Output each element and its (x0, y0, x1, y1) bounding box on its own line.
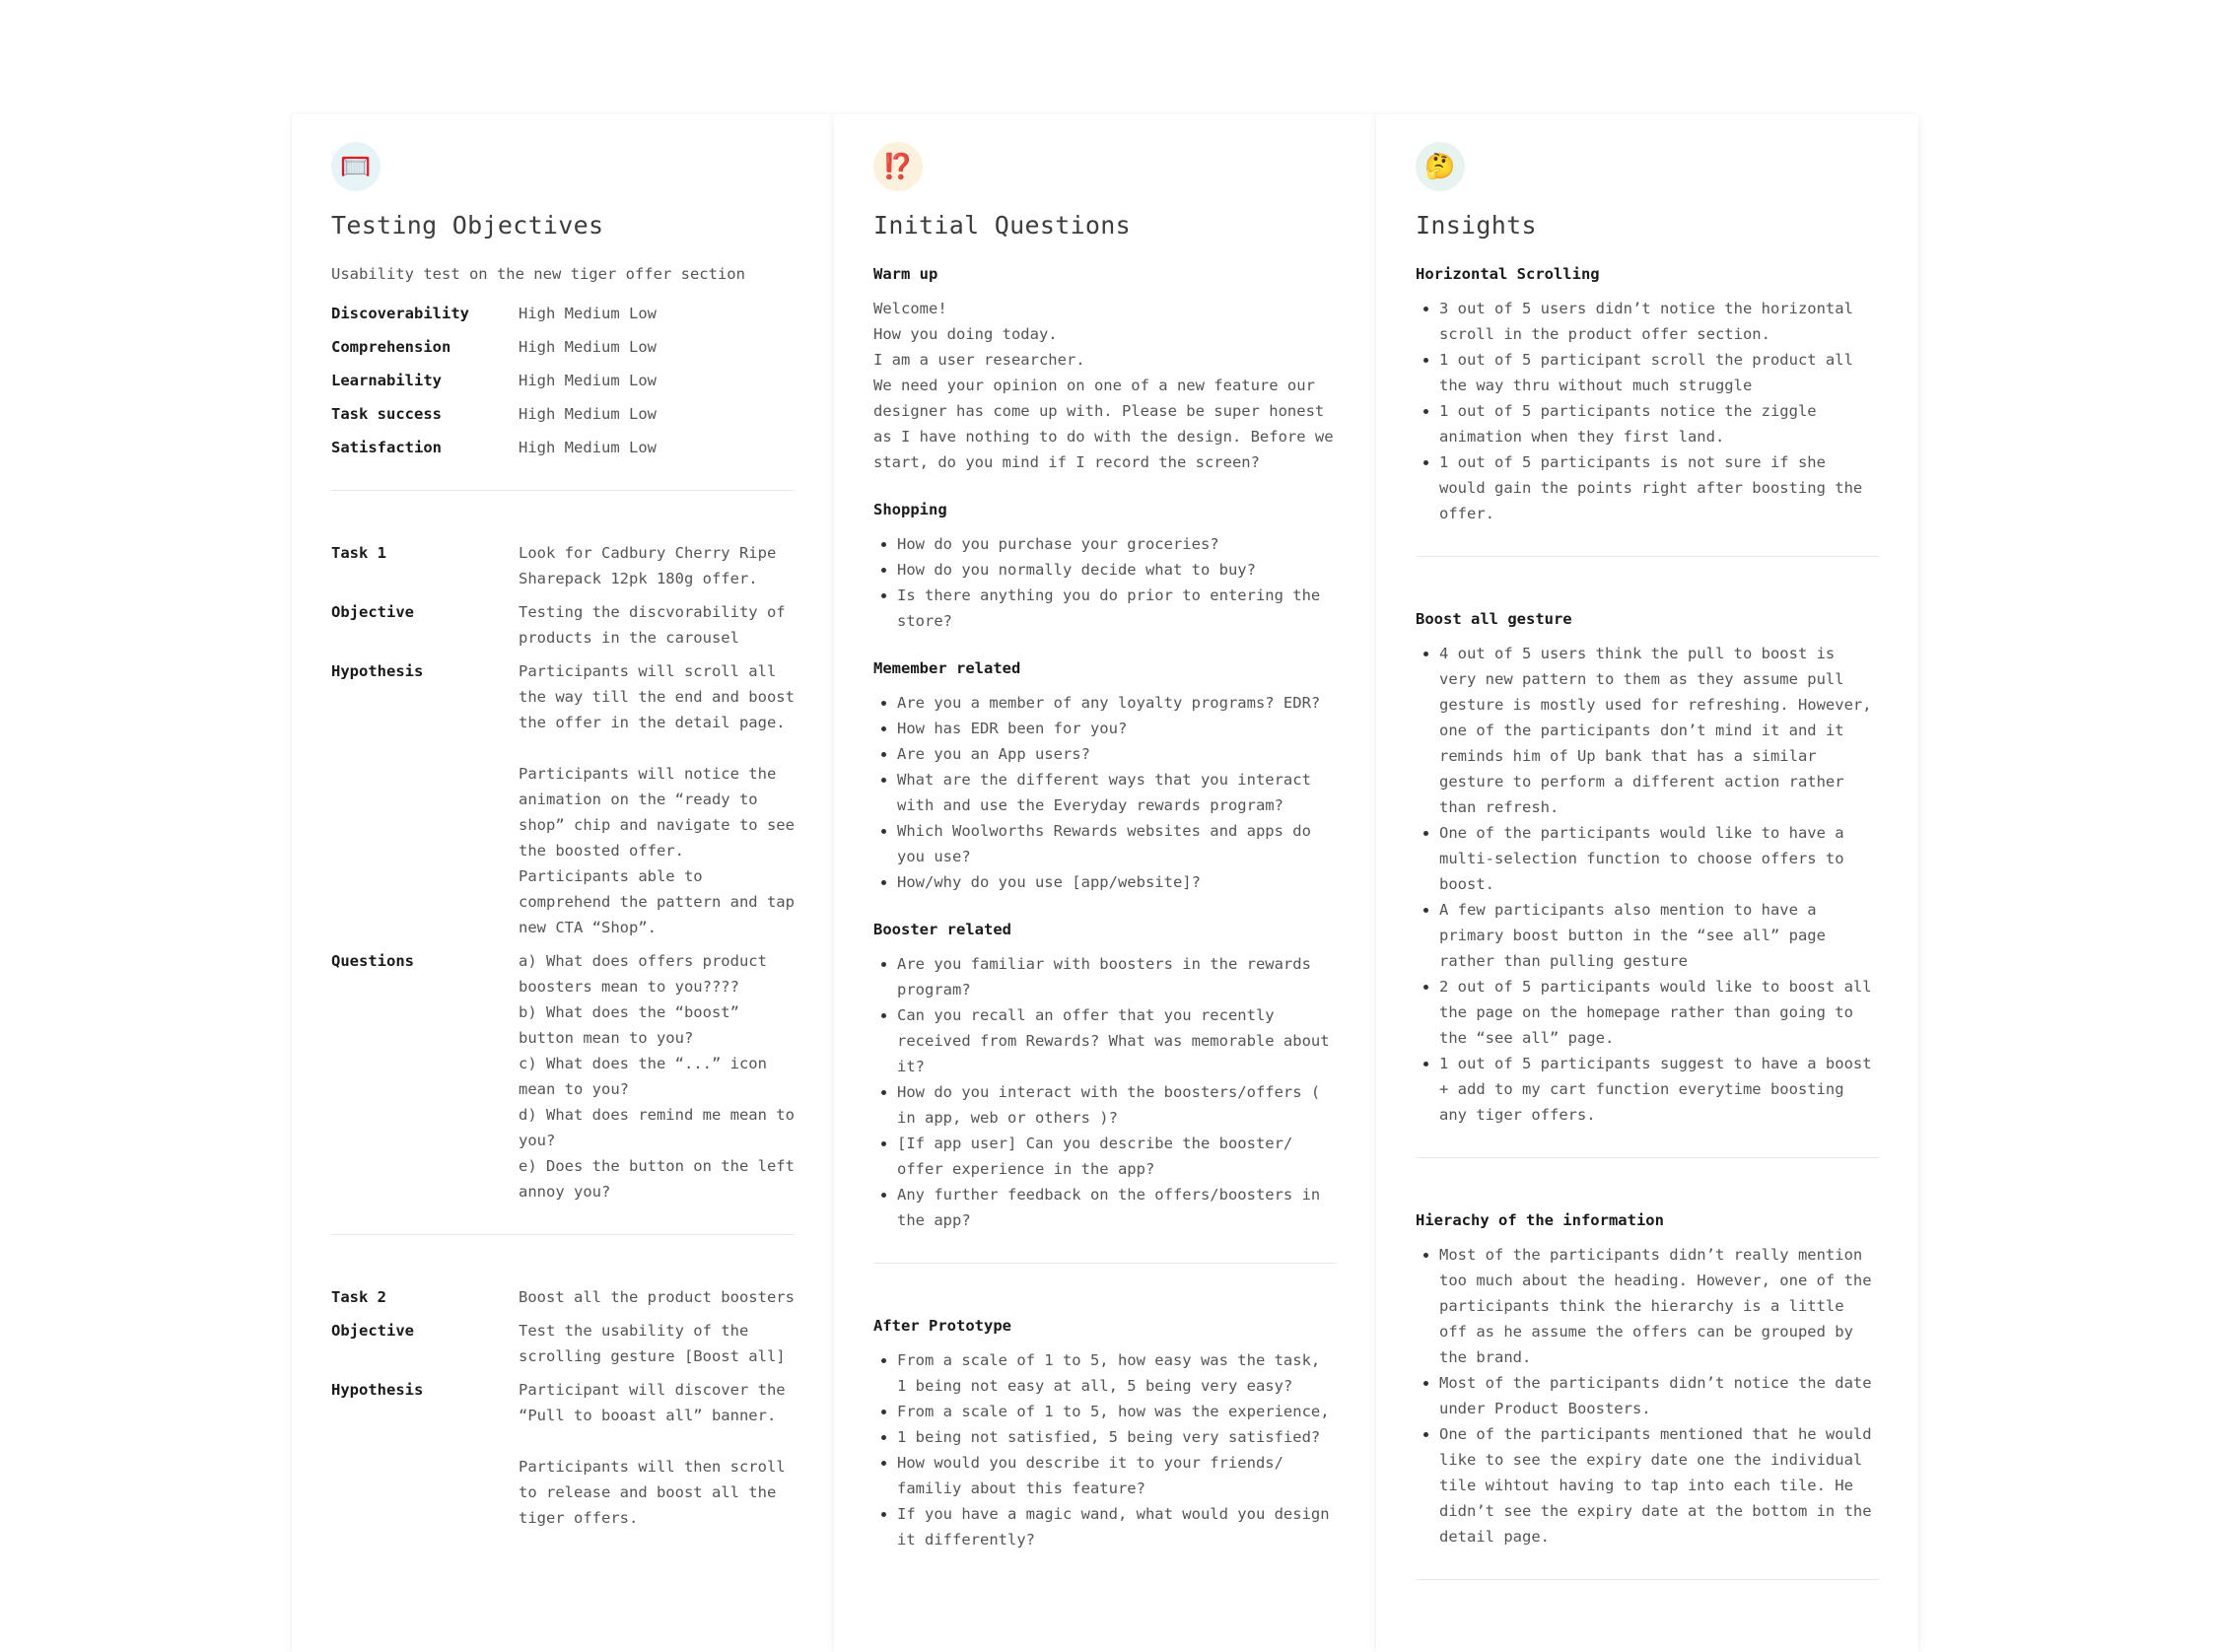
question-list (873, 531, 1337, 634)
task-questions: a) What does offers product boosters mean to you???? b) What does the “boost” button mean to you? c) What does the “...” icon mean to you? d) What does remind me mean to you? e) Does the button on the left annoy you? (519, 952, 795, 1201)
card-subtitle: Usability test on the new tiger offer section (331, 265, 745, 283)
list-item: • Most of the participants didn’t really mention too much about the heading. However, one of the participants think the hierarchy is a little off as he assume the offers can be grouped by the brand. (1439, 1242, 1879, 1370)
divider (873, 1263, 1337, 1264)
card-title: Insights (1416, 211, 1537, 240)
field-label: Hypothesis (331, 662, 424, 680)
divider (331, 1234, 795, 1235)
question-list (873, 951, 1337, 1233)
card-title: Testing Objectives (331, 211, 604, 240)
list-item: • 3 out of 5 users didn’t notice the horizontal scroll in the product offer section. (1439, 296, 1879, 347)
field-label: Hypothesis (331, 1381, 424, 1399)
section-heading: After Prototype (873, 1317, 1011, 1335)
exclamation-question-icon: ⁉️ (873, 142, 923, 191)
task-objective: Testing the discvorability of products in the carousel (519, 603, 786, 647)
list-item: • 1 out of 5 participants is not sure if she would gain the points right after boosting the offer. (1439, 449, 1879, 526)
field-label: Task 1 (331, 544, 386, 562)
rating-scale: High Medium Low (519, 305, 657, 322)
list-item: • 2 out of 5 participants would like to boost all the page on the homepage rather than going to the “see all” page. (1439, 974, 1879, 1051)
list-item: • How do you interact with the boosters/offers ( in app, web or others )? (897, 1079, 1337, 1131)
list-item: • How has EDR been for you? (897, 716, 1337, 741)
divider (1416, 1579, 1879, 1580)
list-item: • 1 out of 5 participants notice the ziggle animation when they first land. (1439, 398, 1879, 449)
list-item: • From a scale of 1 to 5, how was the experience, (897, 1399, 1337, 1424)
list-item: • Any further feedback on the offers/boosters in the app? (897, 1182, 1337, 1233)
field-label: Objective (331, 1322, 414, 1340)
task-description: Look for Cadbury Cherry Ripe Sharepack 12pk 180g offer. (519, 544, 777, 587)
task-hypothesis: Participants will scroll all the way till the end and boost the offer in the detail page. Participants will notice the animation on the “ready to shop” chip and navigate to see the boosted offer. Participants able to comprehend the pattern and tap new CTA “Shop”. (519, 662, 795, 936)
list-item: • 1 out of 5 participants suggest to have a boost + add to my cart function everytime boosting any tiger offers. (1439, 1051, 1879, 1128)
task-2 (331, 1284, 795, 1531)
field-label: Questions (331, 952, 414, 970)
goal-net-icon: 🥅 (331, 142, 381, 191)
insight-list (1416, 1242, 1879, 1549)
rating-label: Discoverability (331, 305, 469, 322)
rating-scale: High Medium Low (519, 439, 657, 456)
list-item: • 1 being not satisfied, 5 being very satisfied? (897, 1424, 1337, 1450)
insight-list (1416, 296, 1879, 526)
list-item: • One of the participants mentioned that he would like to see the expiry date one the individual tile wihtout having to tap into each tile. He didn’t see the expiry date at the bottom in the detail page. (1439, 1421, 1879, 1549)
list-item: • From a scale of 1 to 5, how easy was the task, 1 being not easy at all, 5 being very easy? (897, 1347, 1337, 1399)
field-label: Task 2 (331, 1288, 386, 1306)
divider (1416, 556, 1879, 557)
rating-scale: High Medium Low (519, 372, 657, 389)
task-1 (331, 540, 795, 1205)
insights-card (1376, 114, 1918, 1652)
list-item: • 1 out of 5 participant scroll the product all the way thru without much struggle (1439, 347, 1879, 398)
list-item: • Are you a member of any loyalty programs? EDR? (897, 690, 1337, 716)
list-item: • Which Woolworths Rewards websites and apps do you use? (897, 818, 1337, 869)
list-item: • Can you recall an offer that you recently received from Rewards? What was memorable about it? (897, 1002, 1337, 1079)
list-item: • How would you describe it to your friends/ familiy about this feature? (897, 1450, 1337, 1501)
thinking-face-icon: 🤔 (1416, 142, 1465, 191)
list-item: • Are you familiar with boosters in the rewards program? (897, 951, 1337, 1002)
rating-label: Satisfaction (331, 439, 442, 456)
list-item: • Are you an App users? (897, 741, 1337, 767)
section-heading: Shopping (873, 501, 947, 518)
list-item: • How do you purchase your groceries? (897, 531, 1337, 557)
section-heading: Booster related (873, 921, 1011, 938)
question-list (873, 1347, 1337, 1552)
list-item: • Is there anything you do prior to entering the store? (897, 583, 1337, 634)
section-heading: Boost all gesture (1416, 610, 1572, 628)
divider (1416, 1157, 1879, 1158)
section-heading: Memember related (873, 659, 1021, 677)
rating-scale: High Medium Low (519, 405, 657, 423)
list-item: • What are the different ways that you interact with and use the Everyday rewards program? (897, 767, 1337, 818)
field-label: Objective (331, 603, 414, 621)
task-hypothesis: Participant will discover the “Pull to booast all” banner. Participants will then scroll to release and boost all the tiger offers. (519, 1381, 786, 1527)
rating-scale: High Medium Low (519, 338, 657, 356)
list-item: • A few participants also mention to have a primary boost button in the “see all” page rather than pulling gesture (1439, 897, 1879, 974)
card-title: Initial Questions (873, 211, 1131, 240)
rating-label: Task success (331, 405, 442, 423)
section-heading: Warm up (873, 265, 938, 283)
task-description: Boost all the product boosters (519, 1288, 795, 1306)
list-item: • How do you normally decide what to buy? (897, 557, 1337, 583)
task-objective: Test the usability of the scrolling gesture [Boost all] (519, 1322, 786, 1365)
rating-label: Learnability (331, 372, 442, 389)
insight-list (1416, 641, 1879, 1128)
initial-questions-card (834, 114, 1376, 1652)
list-item: • [If app user] Can you describe the booster/ offer experience in the app? (897, 1131, 1337, 1182)
rating-label: Comprehension (331, 338, 451, 356)
testing-objectives-card (292, 114, 834, 1652)
section-heading: Horizontal Scrolling (1416, 265, 1600, 283)
warmup-script: Welcome! How you doing today. I am a user researcher. We need your opinion on one of a new feature our designer has come up with. Please be super honest as I have nothing to do with the design. Before we start, do you mind if I record the screen? (873, 300, 1334, 471)
section-heading: Hierachy of the information (1416, 1211, 1664, 1229)
list-item: • 4 out of 5 users think the pull to boost is very new pattern to them as they assume pull gesture is mostly used for refreshing. However, one of the participants don’t mind it and it reminds him of Up bank that has a similar gesture to perform a different action rather than refresh. (1439, 641, 1879, 820)
divider (331, 490, 795, 491)
list-item: • How/why do you use [app/website]? (897, 869, 1337, 895)
rating-list (331, 301, 795, 460)
list-item: • One of the participants would like to have a multi-selection function to choose offers to boost. (1439, 820, 1879, 897)
list-item: • Most of the participants didn’t notice the date under Product Boosters. (1439, 1370, 1879, 1421)
list-item: • If you have a magic wand, what would you design it differently? (897, 1501, 1337, 1552)
question-list (873, 690, 1337, 895)
